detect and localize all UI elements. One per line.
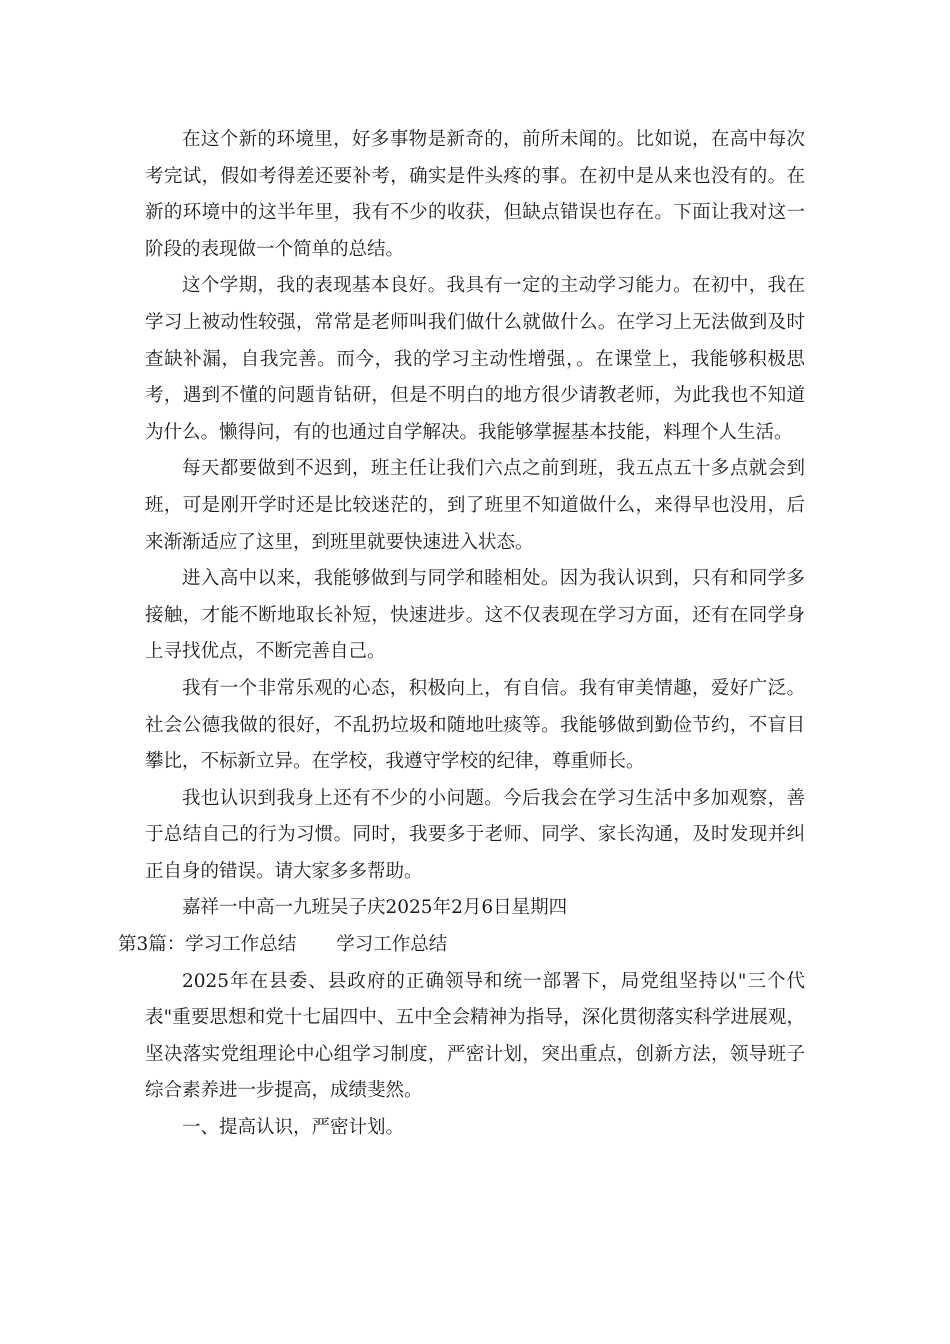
paragraph: 我也认识到我身上还有不少的小问题。今后我会在学习生活中多加观察，善于总结自己的行为习惯。同时，我要多于老师、同学、家长沟通，及时发现并纠正自身的错误。请大家多多帮助。	[145, 787, 805, 882]
paragraph: 进入高中以来，我能够做到与同学和睦相处。因为我认识到，只有和同学多接触，才能不断地取长补短，快速进步。这不仅表现在学习方面，还有在同学身上寻找优点，不断完善自己。	[145, 568, 805, 663]
section-title: 学习工作总结	[336, 934, 448, 956]
paragraph: 2025年在县委、县政府的正确领导和统一部署下，局党组坚持以"三个代表"重要思想和党十七届四中、五中全会精神为指导，深化贯彻落实科学进展观，坚决落实党组理论中心组学习制度，严密计划，突出重点，创新方法，领导班子综合素养进一步提高，成绩斐然。	[145, 970, 805, 1102]
paragraph: 我有一个非常乐观的心态，积极向上，有自信。我有审美情趣，爱好广泛。社会公德我做的很好，不乱扔垃圾和随地吐痰等。我能够做到勤俭节约，不盲目攀比，不标新立异。在学校，我遵守学校的纪律，尊重师长。	[145, 677, 805, 773]
section-number: 第3篇：学习工作总结	[118, 934, 297, 956]
paragraph: 这个学期，我的表现基本良好。我具有一定的主动学习能力。在初中，我在学习上被动性较强，常常是老师叫我们做什么就做什么。在学习上无法做到及时查缺补漏，自我完善。而今，我的学习主动性增强，。在课堂上，我能够积极思考，遇到不懂的问题肯钻研，但是不明白的地方很少请教老师，为此我也不知道为什么。懒得问，有的也通过自学解决。我能够掌握基本技能，料理个人生活。	[145, 275, 805, 443]
section-heading	[118, 927, 805, 964]
paragraph: 在这个新的环境里，好多事物是新奇的，前所未闻的。比如说，在高中每次考完试，假如考得差还要补考，确实是件头疼的事。在初中是从来也没有的。在新的环境中的这半年里，我有不少的收获，但缺点错误也存在。下面让我对这一阶段的表现做一个简单的总结。	[145, 129, 805, 260]
paragraph: 每天都要做到不迟到，班主任让我们六点之前到班，我五点五十多点就会到班，可是刚开学时还是比较迷茫的，到了班里不知道做什么，来得早也没用，后来渐渐适应了这里，到班里就要快速进入状态。	[145, 458, 805, 553]
document-body	[118, 122, 805, 1147]
signature-line: 嘉祥一中高一九班吴子庆2025年2月6日星期四	[182, 897, 568, 919]
subheading: 一、提高认识，严密计划。	[182, 1117, 405, 1139]
